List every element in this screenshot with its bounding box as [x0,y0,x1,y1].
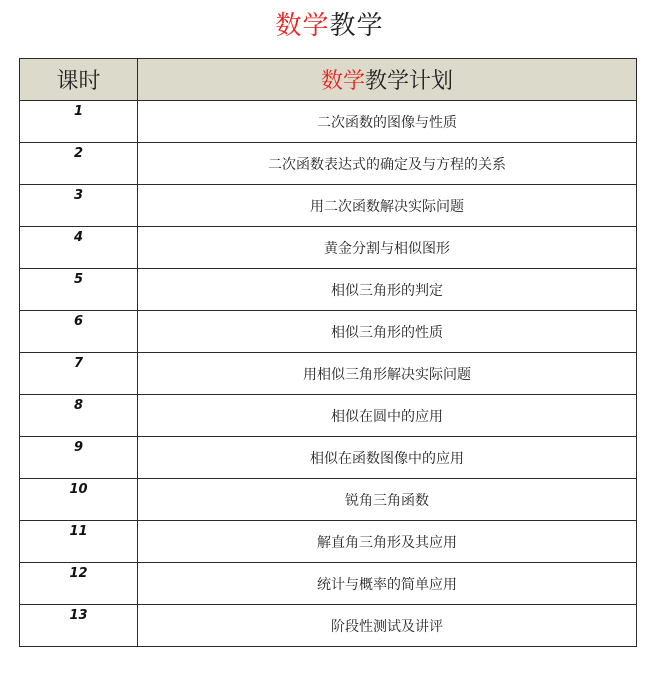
lesson-number: 2 [73,146,84,161]
lesson-topic-cell [138,101,637,143]
table-row [20,563,637,605]
lesson-topic-cell [138,479,637,521]
table-row [20,185,637,227]
lesson-topic: 相似在函数图像中的应用 [310,451,464,467]
header-plan [138,59,637,101]
lesson-topic-cell [138,311,637,353]
lesson-number-cell [20,605,138,647]
lesson-number: 6 [73,314,84,329]
lesson-number: 3 [73,188,84,203]
lesson-number-cell [20,521,138,563]
lesson-number-cell [20,353,138,395]
lesson-number: 1 [73,104,84,119]
table-row [20,605,637,647]
header-plan-highlight: 数学 [320,69,365,94]
lesson-number: 13 [69,608,88,623]
lesson-number-cell [20,311,138,353]
table-body [20,101,637,647]
table-row [20,395,637,437]
header-lesson: 课时 [20,59,138,101]
lesson-topic: 黄金分割与相似图形 [324,241,450,257]
table-row [20,101,637,143]
table-row [20,353,637,395]
lesson-number-cell [20,185,138,227]
lesson-number: 11 [69,524,88,539]
lesson-number: 10 [69,482,88,497]
table-row [20,227,637,269]
lesson-number-cell [20,563,138,605]
lesson-topic: 锐角三角函数 [345,493,429,509]
lesson-topic: 二次函数表达式的确定及与方程的关系 [268,157,506,173]
table-row [20,479,637,521]
table-header-row [20,59,637,101]
lesson-topic-cell [138,395,637,437]
lesson-topic: 相似三角形的判定 [331,283,443,299]
lesson-number-cell [20,227,138,269]
lesson-topic-cell [138,185,637,227]
lesson-number: 12 [69,566,88,581]
lesson-number: 9 [73,440,84,455]
lesson-topic-cell [138,143,637,185]
lesson-topic: 解直角三角形及其应用 [317,535,457,551]
lesson-topic-cell [138,521,637,563]
lesson-topic-cell [138,437,637,479]
lesson-number-cell [20,479,138,521]
table-row [20,269,637,311]
lesson-plan-table [19,58,637,647]
lesson-number-cell [20,437,138,479]
lesson-topic: 阶段性测试及讲评 [331,619,443,635]
table-row [20,311,637,353]
page-title [0,8,659,44]
lesson-number-cell [20,269,138,311]
title-rest: 教学 [329,11,384,41]
lesson-number: 7 [73,356,84,371]
lesson-topic: 统计与概率的简单应用 [317,577,457,593]
lesson-topic-cell [138,227,637,269]
lesson-number: 8 [73,398,84,413]
lesson-topic-cell [138,563,637,605]
lesson-number-cell [20,395,138,437]
table-row [20,437,637,479]
header-plan-rest: 教学计划 [365,69,454,94]
title-highlight: 数学 [275,11,330,41]
lesson-number: 4 [73,230,84,245]
lesson-topic: 二次函数的图像与性质 [317,115,457,131]
lesson-topic-cell [138,269,637,311]
lesson-number-cell [20,101,138,143]
table-row [20,521,637,563]
lesson-topic: 用二次函数解决实际问题 [310,199,464,215]
lesson-topic: 相似在圆中的应用 [331,409,443,425]
lesson-topic: 用相似三角形解决实际问题 [303,367,471,383]
lesson-number: 5 [73,272,84,287]
lesson-topic: 相似三角形的性质 [331,325,443,341]
lesson-topic-cell [138,353,637,395]
lesson-number-cell [20,143,138,185]
table-row [20,143,637,185]
lesson-topic-cell [138,605,637,647]
